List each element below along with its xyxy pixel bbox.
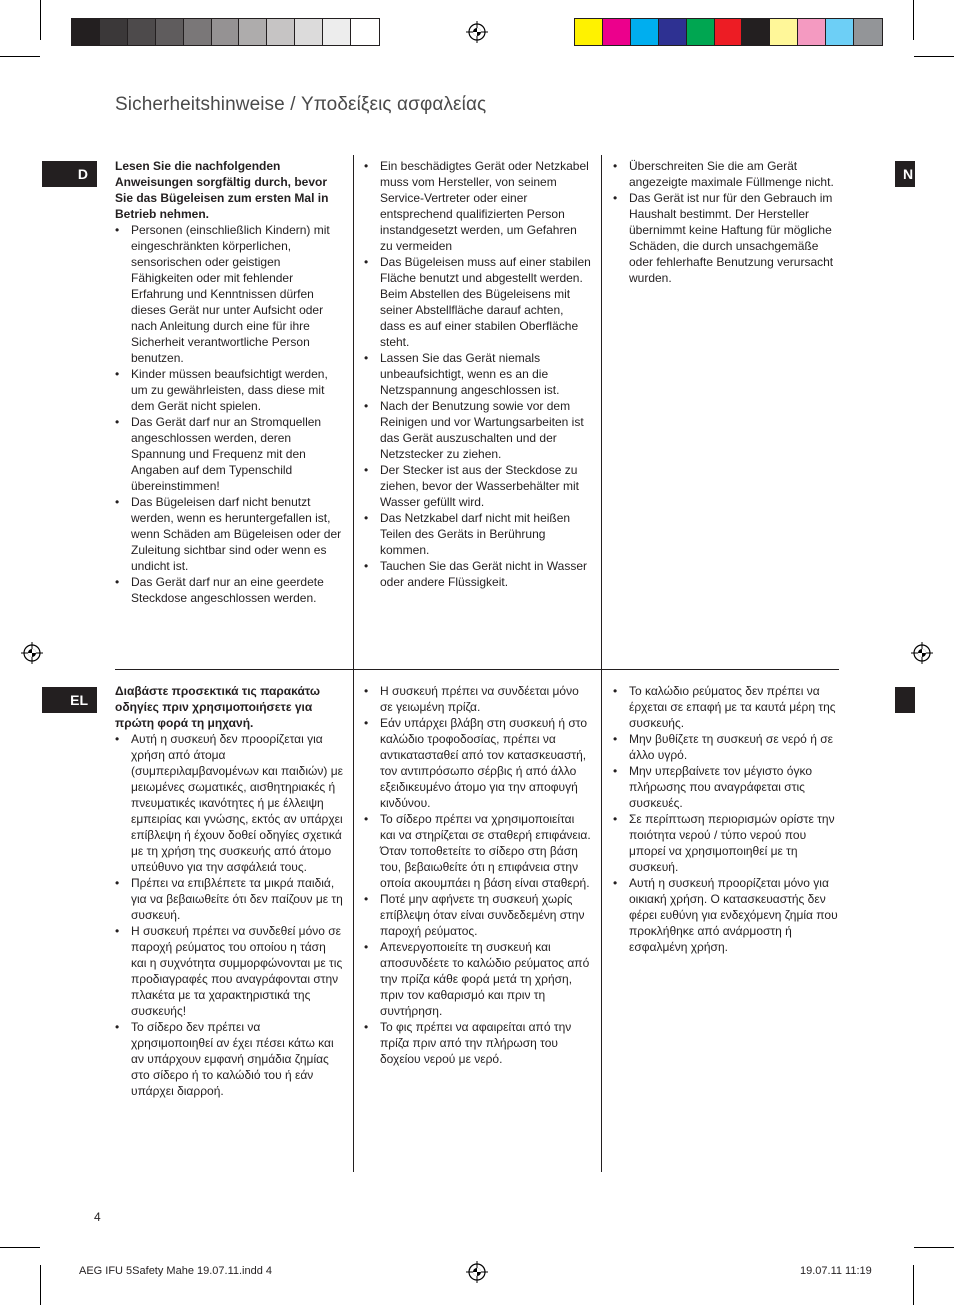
list-item: • Überschreiten Sie die am Gerät angezeigte maximale Füllmenge nicht. xyxy=(613,158,843,190)
color-swatch xyxy=(854,19,882,45)
list-item: • Das Bügeleisen darf nicht benutzt werden, wenn es heruntergefallen ist, wenn Schäden am Bügeleisen oder der Zuleitung sichtbar sind oder wenn es undicht ist. xyxy=(115,494,342,574)
list-item: • Das Gerät ist nur für den Gebrauch im Haushalt bestimmt. Der Hersteller übernimmt keine Haftung für mögliche Schäden, die durch unsachgemäße oder fehlerhafte Benutzung verursacht wurden. xyxy=(613,190,843,286)
crop-mark xyxy=(914,56,954,57)
column-divider xyxy=(601,155,602,670)
color-swatch xyxy=(659,19,687,45)
list-item: • Ποτέ μην αφήνετε τη συσκευή χωρίς επίβλεψη όταν είναι συνδεδεμένη στην παροχή ρεύματος. xyxy=(364,891,592,939)
language-tab-next-bottom xyxy=(895,687,915,713)
color-swatch xyxy=(575,19,603,45)
color-swatch xyxy=(742,19,770,45)
color-swatch xyxy=(603,19,631,45)
color-swatch xyxy=(715,19,743,45)
list-item: • Το καλώδιο ρεύματος δεν πρέπει να έρχεται σε επαφή με τα καυτά μέρη της συσκευής. xyxy=(613,683,843,731)
list-item: • Αυτή η συσκευή δεν προορίζεται για χρήση από άτομα (συμπεριλαμβανομένων και παιδιών) με μειωμένες σωματικές, αισθητηριακές ή πνευματικές ικανότητες ή με έλλειψη εμπειρίας και γνώσης, εκτός αν υπάρχει επίβλεψη ή έχουν δοθεί οδηγίες σχετικά με τη χρήση της συσκευής από άτομο υπεύθυνο για την ασφάλειά τους. xyxy=(115,731,343,875)
list-item: • Σε περίπτωση περιορισμών ορίστε την ποιότητα νερού / τύπο νερού που μπορεί να χρησιμοποιηθεί με τη συσκευή. xyxy=(613,811,843,875)
color-swatch xyxy=(72,19,100,45)
el-column-2 xyxy=(364,683,592,1067)
el-list-1 xyxy=(115,731,343,1099)
list-item: • Tauchen Sie das Gerät nicht in Wasser oder andere Flüssigkeit. xyxy=(364,558,592,590)
list-item: • Η συσκευή πρέπει να συνδεθεί μόνο σε παροχή ρεύματος του οποίου η τάση και η συχνότητα συμμορφώνονται με τις προδιαγραφές που αναγράφονται στην πλακέτα με τα χαρακτηριστικά της συσκευής! xyxy=(115,923,343,1019)
list-item: • Kinder müssen beaufsichtigt werden, um zu gewährleisten, dass diese mit dem Gerät nicht spielen. xyxy=(115,366,342,414)
crop-mark xyxy=(0,1247,40,1248)
list-item: • Η συσκευή πρέπει να συνδέεται μόνο σε γειωμένη πρίζα. xyxy=(364,683,592,715)
list-item: • Ein beschädigtes Gerät oder Netzkabel muss vom Hersteller, von seinem Service-Vertreter oder einer entsprechend qualifizierten Person instandgesetzt werden, um Gefahren zu vermeiden xyxy=(364,158,592,254)
grayscale-color-bar xyxy=(71,18,380,46)
column-divider xyxy=(601,670,602,1172)
registration-mark-icon xyxy=(466,21,488,43)
list-item: • Εάν υπάρχει βλάβη στη συσκευή ή στο καλώδιο τροφοδοσίας, πρέπει να αντικατασταθεί από τον κατασκευαστή, τον αντιπρόσωπο σέρβις ή από άλλο εξειδικευμένο άτομο για την αποφυγή κινδύνου. xyxy=(364,715,592,811)
color-swatch xyxy=(128,19,156,45)
crop-mark xyxy=(914,1247,954,1248)
list-item: • Πρέπει να επιβλέπετε τα μικρά παιδιά, για να βεβαιωθείτε ότι δεν παίζουν με τη συσκευή. xyxy=(115,875,343,923)
de-list-1 xyxy=(115,222,342,606)
column-divider xyxy=(353,155,354,670)
list-item: • Das Gerät darf nur an Stromquellen angeschlossen werden, deren Spannung und Frequenz mit den Angaben auf dem Typenschild übereinstimmen! xyxy=(115,414,342,494)
de-intro: Lesen Sie die nachfolgenden Anweisungen sorgfältig durch, bevor Sie das Bügeleisen zum ersten Mal in Betrieb nehmen. xyxy=(115,159,329,221)
process-color-bar xyxy=(574,18,883,46)
registration-mark-icon xyxy=(911,642,933,664)
page-number: 4 xyxy=(94,1210,101,1224)
color-swatch xyxy=(239,19,267,45)
de-column-3 xyxy=(613,158,843,286)
color-swatch xyxy=(351,19,379,45)
list-item: • Αυτή η συσκευή προορίζεται μόνο για οικιακή χρήση. Ο κατασκευαστής δεν φέρει ευθύνη για ενδεχόμενη ζημία που προκλήθηκε από ανάρμοστη ή εσφαλμένη χρήση. xyxy=(613,875,843,955)
el-column-3 xyxy=(613,683,843,955)
list-item: • Das Gerät darf nur an eine geerdete Steckdose angeschlossen werden. xyxy=(115,574,342,606)
registration-mark-icon xyxy=(21,642,43,664)
crop-mark xyxy=(913,1265,914,1305)
list-item: • Το σίδερο πρέπει να χρησιμοποιείται και να στηρίζεται σε σταθερή επιφάνεια. Όταν τοποθετείτε το σίδερο στη βάση του, βεβαιωθείτε ότι η επιφάνεια στην οποία ακουμπάει η βάση είναι σταθερή. xyxy=(364,811,592,891)
de-column-2 xyxy=(364,158,592,590)
list-item: • Das Bügeleisen muss auf einer stabilen Fläche benutzt und abgestellt werden. Beim Abstellen des Bügeleisens mit seiner Abstellfläche darauf achten, dass es auf einer stabilen Oberfläche steht. xyxy=(364,254,592,350)
el-list-3 xyxy=(613,683,843,955)
list-item: • Το φις πρέπει να αφαιρείται από την πρίζα πριν από την πλήρωση του δοχείου νερού με νερό. xyxy=(364,1019,592,1067)
footer-date: 19.07.11 11:19 xyxy=(800,1265,872,1277)
de-list-3 xyxy=(613,158,843,286)
color-swatch xyxy=(323,19,351,45)
color-swatch xyxy=(826,19,854,45)
list-item: • Der Stecker ist aus der Steckdose zu ziehen, bevor der Wasserbehälter mit Wasser gefüllt wird. xyxy=(364,462,592,510)
color-swatch xyxy=(295,19,323,45)
el-intro: Διαβάστε προσεκτικά τις παρακάτω οδηγίες πριν χρησιμοποιήσετε για πρώτη φορά τη μηχανή. xyxy=(115,684,320,730)
registration-mark-icon xyxy=(466,1261,488,1283)
list-item: • Μην υπερβαίνετε τον μέγιστο όγκο πλήρωσης που αναγράφεται στις συσκευές. xyxy=(613,763,843,811)
de-column-1 xyxy=(115,158,342,606)
color-swatch xyxy=(770,19,798,45)
de-list-2 xyxy=(364,158,592,590)
list-item: • Το σίδερο δεν πρέπει να χρησιμοποιηθεί αν έχει πέσει κάτω και αν υπάρχουν εμφανή σημάδια ζημίας στο σίδερο ή το καλώδιό του ή εάν υπάρχει διαρροή. xyxy=(115,1019,343,1099)
color-swatch xyxy=(798,19,826,45)
color-swatch xyxy=(267,19,295,45)
color-swatch xyxy=(100,19,128,45)
column-divider xyxy=(353,670,354,1172)
color-swatch xyxy=(184,19,212,45)
list-item: • Das Netzkabel darf nicht mit heißen Teilen des Geräts in Berührung kommen. xyxy=(364,510,592,558)
crop-mark xyxy=(913,0,914,40)
list-item: • Nach der Benutzung sowie vor dem Reinigen und vor Wartungsarbeiten ist das Gerät auszuschalten und der Netzstecker zu ziehen. xyxy=(364,398,592,462)
language-tab-de: D xyxy=(42,161,97,187)
el-list-2 xyxy=(364,683,592,1067)
crop-mark xyxy=(40,1265,41,1305)
color-swatch xyxy=(156,19,184,45)
color-swatch xyxy=(212,19,240,45)
section-divider xyxy=(115,669,839,670)
crop-mark xyxy=(0,56,40,57)
language-tab-el: EL xyxy=(42,687,97,713)
color-swatch xyxy=(687,19,715,45)
crop-mark xyxy=(40,0,41,40)
list-item: • Personen (einschließlich Kindern) mit eingeschränkten körperlichen, sensorischen oder geistigen Fähigkeiten oder mit fehlender Erfahrung und Kenntnissen dürfen dieses Gerät nur unter Aufsicht oder nach Anleitung durch eine für ihre Sicherheit verantwortliche Person benutzen. xyxy=(115,222,342,366)
list-item: • Απενεργοποιείτε τη συσκευή και αποσυνδέετε το καλώδιο ρεύματος από την πρίζα κάθε φορά μετά τη χρήση, πριν τον καθαρισμό και πριν τη συντήρηση. xyxy=(364,939,592,1019)
list-item: • Lassen Sie das Gerät niemals unbeaufsichtigt, wenn es an die Netzspannung angeschlossen ist. xyxy=(364,350,592,398)
list-item: • Μην βυθίζετε τη συσκευή σε νερό ή σε άλλο υγρό. xyxy=(613,731,843,763)
language-tab-next-top: N xyxy=(895,161,915,187)
el-column-1 xyxy=(115,683,343,1099)
page-title: Sicherheitshinweise / Υποδείξεις ασφαλείας xyxy=(115,94,487,115)
footer-file-name: AEG IFU 5Safety Mahe 19.07.11.indd 4 xyxy=(79,1265,273,1277)
color-swatch xyxy=(631,19,659,45)
